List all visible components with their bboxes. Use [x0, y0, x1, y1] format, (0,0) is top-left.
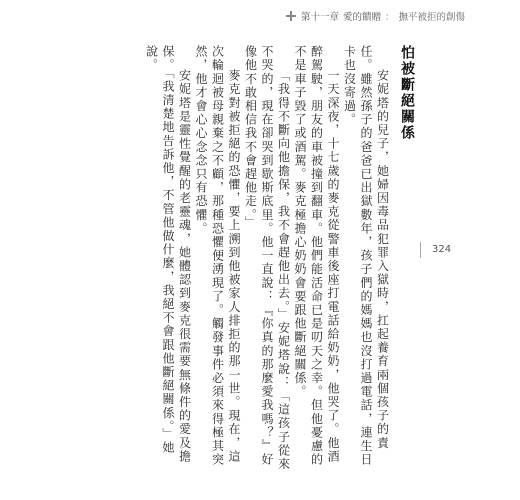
body-text-column: [144, 45, 415, 475]
chapter-label: 第十一章: [301, 12, 340, 23]
paragraph-2: 一天深夜，十七歲的麥克從警車後座打電話給奶奶，他哭了。他酒醉駕駛，朋友的車被撞到翻車。他們能活命已是叨天之幸。但他憂慮的不是車子毀了或酒駕。麥克極擔心奶奶會要跟他斷絕關係。: [293, 45, 340, 467]
header-separator: ：: [385, 12, 395, 23]
paragraph-1: 安妮塔的兒子，她婦因毒品犯罪入獄時，扛起養育兩個孩子的責任。雖然孫子的爸爸已出獄數年，孩子們的媽媽也沒打過電話，連生日卡也沒寄過。: [342, 45, 390, 467]
section-title: 怕被斷絕關係: [399, 45, 415, 141]
running-header: [285, 9, 465, 23]
paragraph-5: 安妮塔是靈性覺醒的老靈魂，她體認到麥克很需要無條件的愛及擔保。「我清楚地告訴他，不管他做什麼，我絕不會跟他斷絕關係。」她說。: [144, 45, 192, 464]
ornament-icon: [285, 10, 297, 22]
paragraph-4: 麥克對被拒絕的恐懼，要上溯到他被家人排拒的那一世。現在，這次輪迴被母親棄之不顧，那種恐懼便湧現了。觸發事件必須來得極其突然，他才會心心念念只有恐懼。: [194, 45, 241, 467]
paragraph-3: 「我得不斷向他擔保，我不會趕他出去。」安妮塔說：「這孩子從來不哭的，現在卻哭到歇斯底里。他一直說：『你真的那麼愛我嗎？』好像他不敢相信我不會趕他走。」: [243, 45, 291, 471]
chapter-title: 愛的饋贈: [343, 12, 382, 23]
page-number: 324: [432, 244, 452, 255]
chapter-subtitle: 撫平被拒的創傷: [398, 12, 466, 23]
